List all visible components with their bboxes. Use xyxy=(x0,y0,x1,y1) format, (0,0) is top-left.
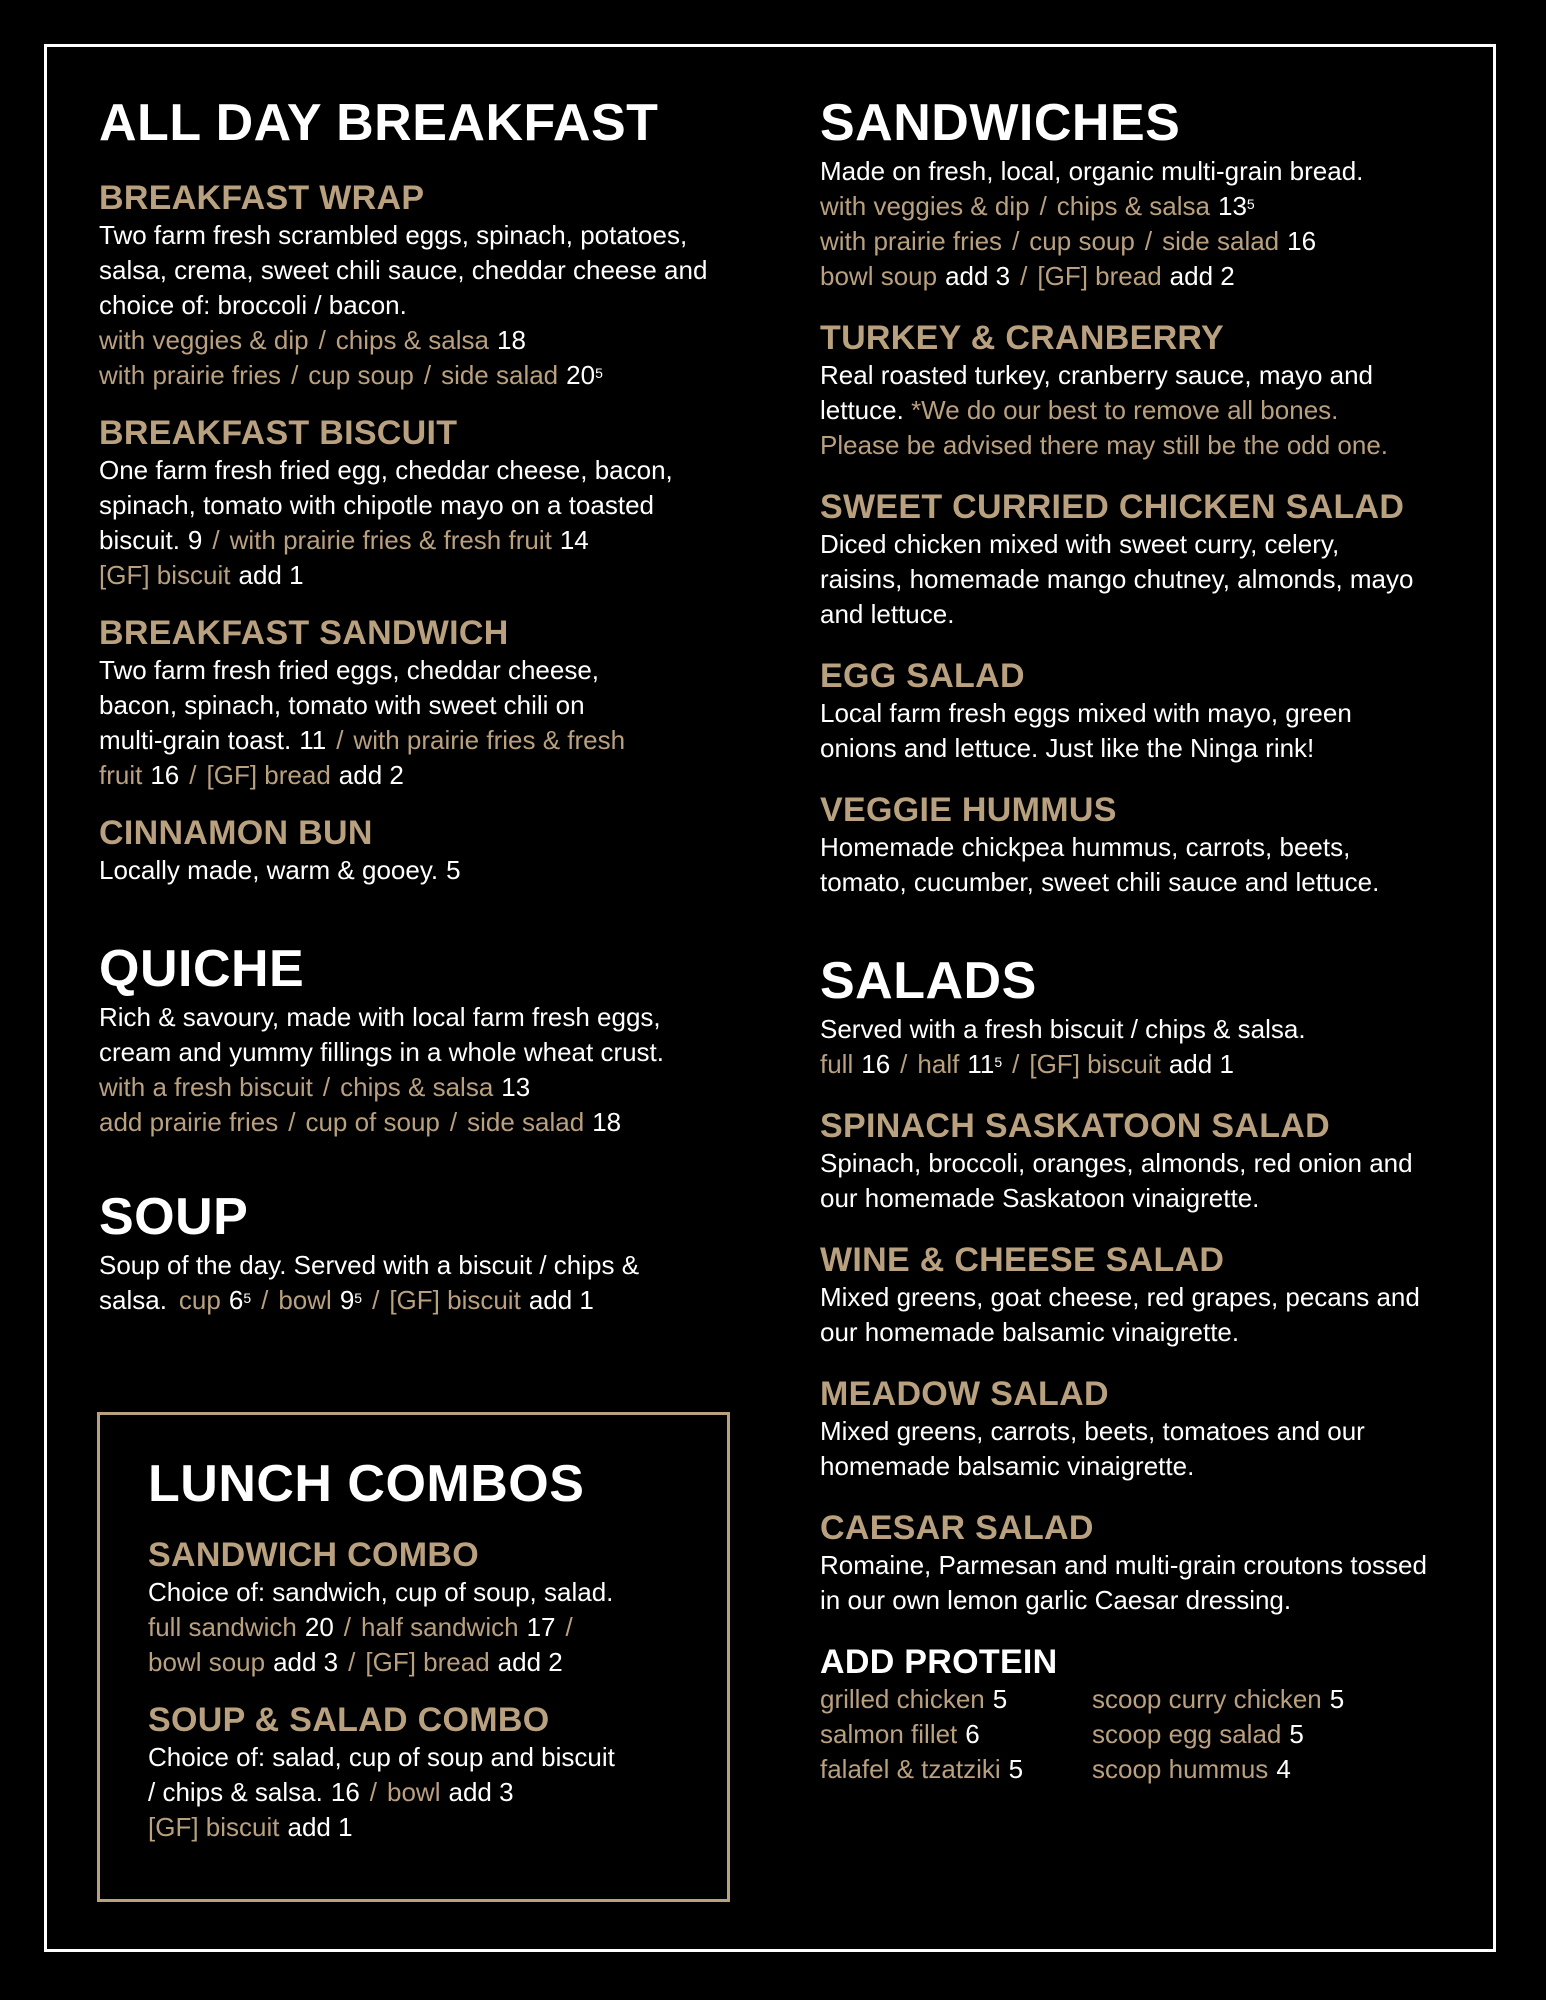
protein-item: scoop hummus 4 xyxy=(1092,1754,1291,1784)
price-line: fruit 16 / [GF] bread add 2 xyxy=(99,760,404,790)
item-title: WINE & CHEESE SALAD xyxy=(820,1241,1225,1279)
lunch-combos-box xyxy=(97,1412,730,1902)
price-line: with veggies & dip / chips & salsa $13^5$ xyxy=(820,191,1255,221)
protein-item: salmon fillet 6 xyxy=(820,1719,980,1749)
item-title: BREAKFAST BISCUIT xyxy=(99,414,458,452)
price-line: salsa. cup $6^5$ / bowl $9^5 / [GF]$ biscuit add 1 xyxy=(99,1285,594,1315)
protein-title: ADD PROTEIN xyxy=(820,1643,1058,1681)
item-desc: Romaine, Parmesan and multi-grain croutons tossed in our own lemon garlic Caesar dressing. xyxy=(820,1550,1427,1615)
protein-item: grilled chicken 5 xyxy=(820,1684,1008,1714)
section-title-soup: SOUP xyxy=(99,1188,249,1246)
price-line: / chips & salsa. 16 / bowl add 3 xyxy=(148,1777,514,1807)
item-title: BREAKFAST WRAP xyxy=(99,179,425,217)
item-desc: lettuce. *We do our best to remove all bones. xyxy=(820,395,1339,425)
menu-item-breakfast-biscuit xyxy=(99,413,739,593)
menu-item-breakfast-wrap xyxy=(99,178,739,393)
item-title: SPINACH SASKATOON SALAD xyxy=(820,1107,1331,1145)
item-title: EGG SALAD xyxy=(820,657,1025,695)
item-desc: Two farm fresh scrambled eggs, spinach, potatoes, salsa, crema, sweet chili sauce, cheddar cheese and choice of: broccoli / bacon. xyxy=(99,220,708,320)
price-line: [GF] biscuit add 1 xyxy=(99,560,304,590)
price-line: with veggies & dip / chips & salsa 18 xyxy=(99,325,526,355)
item-desc: Mixed greens, carrots, beets, tomatoes and our homemade balsamic vinaigrette. xyxy=(820,1416,1365,1481)
item-desc: Real roasted turkey, cranberry sauce, mayo and xyxy=(820,360,1374,390)
price-line: multi-grain toast. 11 / with prairie fries & fresh xyxy=(99,725,626,755)
item-title: CAESAR SALAD xyxy=(820,1509,1094,1547)
price-line: bowl soup add 3 / [GF] bread add 2 xyxy=(820,261,1235,291)
item-desc: bacon, spinach, tomato with sweet chili on xyxy=(99,690,585,720)
item-title: MEADOW SALAD xyxy=(820,1375,1109,1413)
price-line: add prairie fries / cup of soup / side salad 18 xyxy=(99,1107,622,1137)
menu-item-wine-cheese xyxy=(820,1240,1460,1350)
left-column xyxy=(99,92,739,1338)
section-title-combos: LUNCH COMBOS xyxy=(148,1455,585,1513)
menu-item-meadow xyxy=(820,1374,1460,1484)
item-desc: Homemade chickpea hummus, carrots, beets, tomato, cucumber, sweet chili sauce and lettuce. xyxy=(820,832,1380,897)
section-salads xyxy=(820,950,1460,1082)
item-title: BREAKFAST SANDWICH xyxy=(99,614,509,652)
menu-item-cinnamon-bun xyxy=(99,813,739,888)
section-title-salads: SALADS xyxy=(820,952,1037,1010)
item-desc: Choice of: salad, cup of soup and biscuit xyxy=(148,1742,615,1772)
menu-item-egg-salad xyxy=(820,656,1460,766)
item-desc: Local farm fresh eggs mixed with mayo, green onions and lettuce. Just like the Ninga rink! xyxy=(820,698,1352,763)
menu-item-curried-chicken xyxy=(820,487,1460,632)
protein-item: scoop curry chicken 5 xyxy=(1092,1684,1345,1714)
menu-item-breakfast-sandwich xyxy=(99,613,739,793)
menu-item-caesar xyxy=(820,1508,1460,1618)
section-soup xyxy=(99,1186,739,1318)
price-line: bowl soup add 3 / [GF] bread add 2 xyxy=(148,1647,563,1677)
item-title: SOUP & SALAD COMBO xyxy=(148,1701,550,1739)
menu-item-veggie-hummus xyxy=(820,790,1460,900)
item-title: CINNAMON BUN xyxy=(99,814,373,852)
protein-item: falafel & tzatziki 5 xyxy=(820,1754,1024,1784)
item-desc: Made on fresh, local, organic multi-grain bread. xyxy=(820,156,1364,186)
menu-item-sandwich-combo xyxy=(148,1535,679,1680)
price-line: with prairie fries / cup soup / side salad 16 xyxy=(820,226,1317,256)
right-column xyxy=(820,92,1460,1807)
item-desc: Served with a fresh biscuit / chips & salsa. xyxy=(820,1014,1306,1044)
item-title: TURKEY & CRANBERRY xyxy=(820,319,1224,357)
item-desc: Mixed greens, goat cheese, red grapes, pecans and our homemade balsamic vinaigrette. xyxy=(820,1282,1420,1347)
item-desc: Rich & savoury, made with local farm fresh eggs, cream and yummy fillings in a whole wheat crust. xyxy=(99,1002,665,1067)
item-title: SANDWICH COMBO xyxy=(148,1536,479,1574)
item-desc: Spinach, broccoli, oranges, almonds, red onion and our homemade Saskatoon vinaigrette. xyxy=(820,1148,1413,1213)
menu-item-turkey-cranberry xyxy=(820,318,1460,463)
price-line: full sandwich 20 / half sandwich 17 / xyxy=(148,1612,573,1642)
section-title-sandwiches: SANDWICHES xyxy=(820,94,1181,152)
item-desc: Soup of the day. Served with a biscuit / chips & xyxy=(99,1250,640,1280)
item-desc: Two farm fresh fried eggs, cheddar cheese, xyxy=(99,655,600,685)
protein-list xyxy=(820,1682,1460,1787)
section-title-quiche: QUICHE xyxy=(99,940,305,998)
section-sandwiches xyxy=(820,92,1460,294)
item-title: VEGGIE HUMMUS xyxy=(820,791,1117,829)
price-line: full 16 / half $11^5 / [GF]$ biscuit add 1 xyxy=(820,1049,1234,1079)
item-desc: Locally made, warm & gooey. 5 xyxy=(99,855,461,885)
section-quiche xyxy=(99,938,739,1140)
menu-item-soup-salad-combo xyxy=(148,1700,679,1845)
protein-item: scoop egg salad 5 xyxy=(1092,1719,1304,1749)
item-note: Please be advised there may still be the odd one. xyxy=(820,430,1389,460)
section-title-breakfast: ALL DAY BREAKFAST xyxy=(99,94,659,152)
price-line: with a fresh biscuit / chips & salsa 13 xyxy=(99,1072,531,1102)
price-line: [GF] biscuit add 1 xyxy=(148,1812,353,1842)
menu-item-spinach-saskatoon xyxy=(820,1106,1460,1216)
section-add-protein xyxy=(820,1642,1460,1787)
item-desc: One farm fresh fried egg, cheddar cheese, bacon, spinach, tomato with chipotle mayo on a toasted biscuit. 9 / with prairie fries & fresh fruit 14 xyxy=(99,455,673,555)
item-desc: Choice of: sandwich, cup of soup, salad. xyxy=(148,1577,614,1607)
price-line: with prairie fries / cup soup / side salad $20^5$ xyxy=(99,360,603,390)
item-title: SWEET CURRIED CHICKEN SALAD xyxy=(820,488,1405,526)
item-desc: Diced chicken mixed with sweet curry, celery, raisins, homemade mango chutney, almonds, mayo and lettuce. xyxy=(820,529,1414,629)
